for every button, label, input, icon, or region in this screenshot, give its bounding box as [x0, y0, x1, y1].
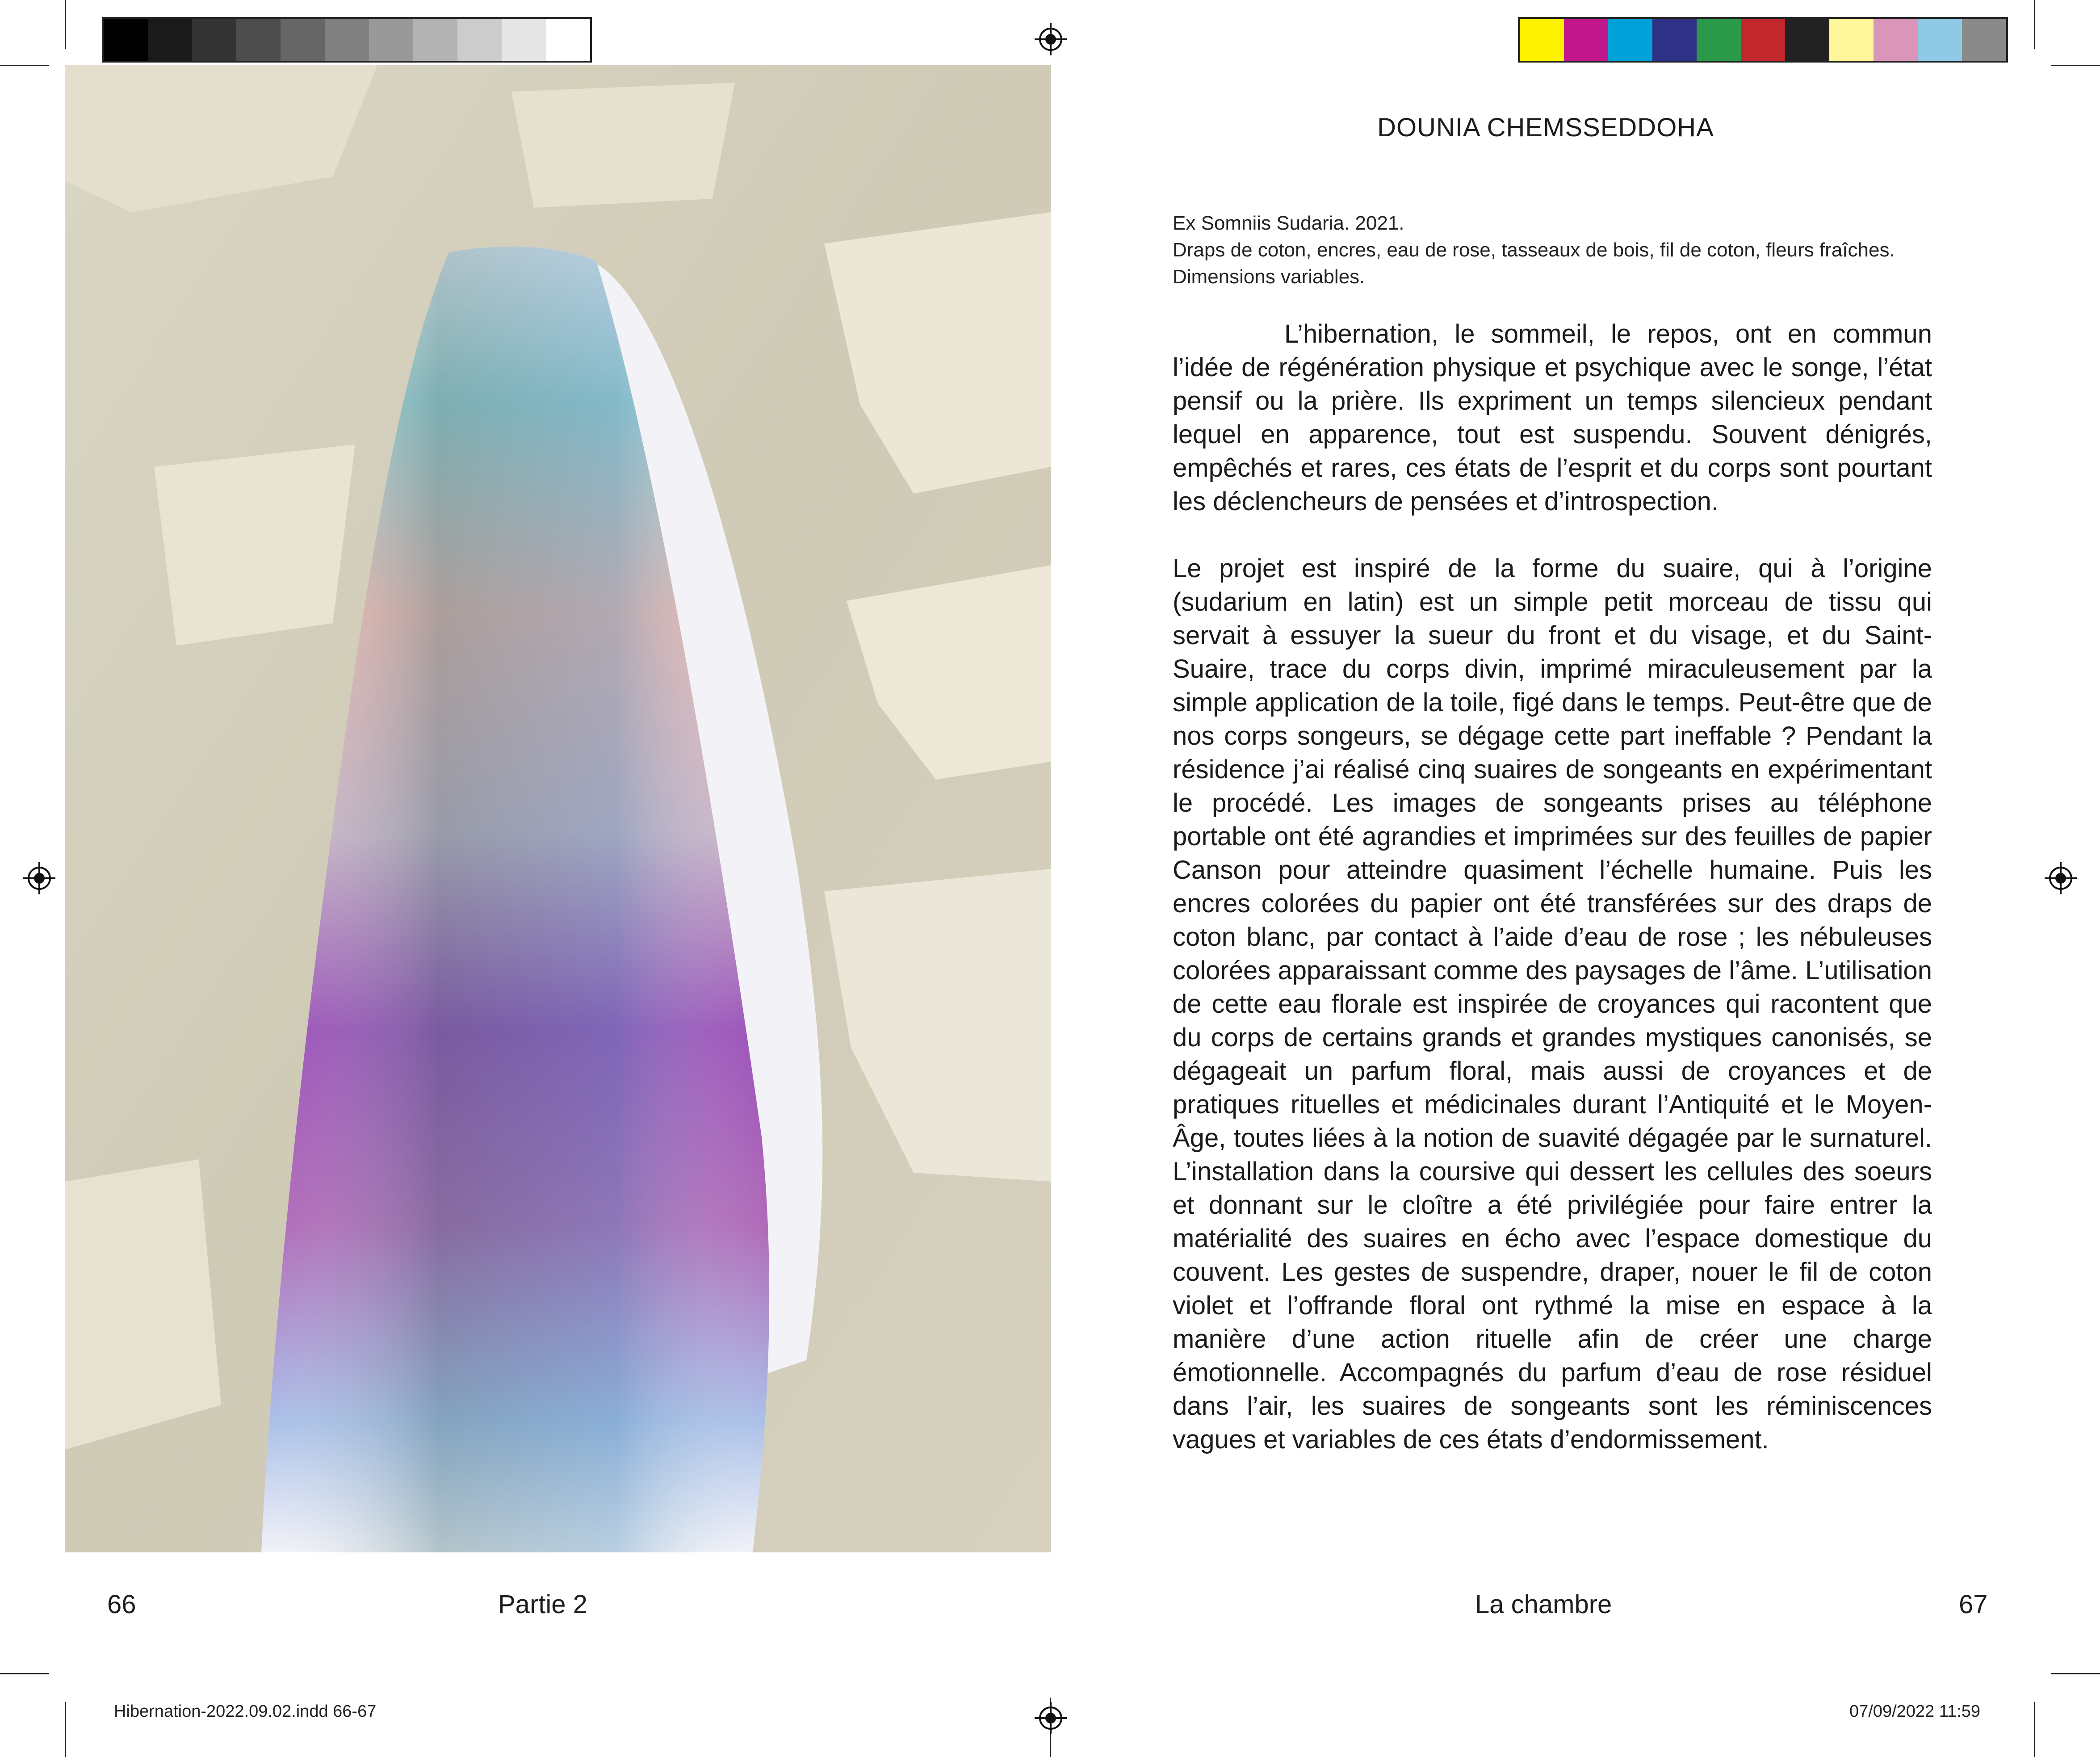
- crop-mark: [65, 0, 66, 49]
- color-control-bar: [1518, 17, 2008, 63]
- color-swatch: [1608, 19, 1652, 61]
- section-label-left: Partie 2: [498, 1590, 587, 1619]
- section-label-right: La chambre: [1475, 1590, 1612, 1619]
- caption-title: Ex Somniis Sudaria. 2021.: [1173, 212, 1404, 234]
- grey-swatch: [546, 19, 590, 61]
- page-number-right: 67: [1959, 1590, 1988, 1619]
- crop-mark: [2034, 1702, 2035, 1757]
- color-swatch: [1520, 19, 1564, 61]
- paragraph: L’hibernation, le sommeil, le repos, ont en commun l’idée de régénération physique et psychique avec le songe, l’état pensif ou la prière. Ils expriment un temps silencieux pendant lequel en apparence, tout est suspendu. Souvent dénigrés, empêchés et rares, ces états de l’esprit et du corps sont pourtant les déclencheurs de pensées et d’introspection.: [1173, 319, 1932, 516]
- color-swatch: [1785, 19, 1829, 61]
- grey-swatch: [281, 19, 325, 61]
- draped-cloth-photo: [65, 65, 1051, 1552]
- crop-mark: [2034, 0, 2035, 49]
- color-swatch: [1829, 19, 1874, 61]
- registration-mark-icon: [2045, 862, 2077, 894]
- artwork-caption: [1173, 210, 1932, 290]
- slug-filename: Hibernation-2022.09.02.indd 66-67: [114, 1702, 377, 1721]
- grey-swatch: [104, 19, 148, 61]
- color-swatch: [1652, 19, 1697, 61]
- crop-mark: [2051, 65, 2100, 66]
- color-swatch: [1918, 19, 1962, 61]
- grey-scale-bar: [102, 17, 592, 63]
- crop-mark: [0, 1673, 49, 1674]
- registration-mark-icon: [23, 862, 55, 894]
- grey-swatch: [192, 19, 236, 61]
- crop-mark: [2051, 1673, 2100, 1674]
- grey-swatch: [369, 19, 413, 61]
- color-swatch: [1564, 19, 1608, 61]
- registration-mark-icon: [1035, 23, 1067, 55]
- grey-swatch: [148, 19, 192, 61]
- author-name: DOUNIA CHEMSSEDDOHA: [1377, 113, 1714, 142]
- color-swatch: [1874, 19, 1918, 61]
- body-text: [1173, 317, 1932, 1456]
- grey-swatch: [413, 19, 457, 61]
- grey-swatch: [457, 19, 502, 61]
- slug-datetime: 07/09/2022 11:59: [1849, 1702, 1981, 1721]
- grey-swatch: [236, 19, 281, 61]
- color-swatch: [1697, 19, 1741, 61]
- page-number-left: 66: [107, 1590, 136, 1619]
- crop-mark: [65, 1702, 66, 1757]
- crop-mark: [0, 65, 49, 66]
- color-swatch: [1962, 19, 2006, 61]
- caption-materials: Draps de coton, encres, eau de rose, tasseaux de bois, fil de coton, fleurs fraîches. Dimensions variables.: [1173, 239, 1895, 288]
- paragraph: Le projet est inspiré de la forme du suaire, qui à l’origine (sudarium en latin) est un simple petit morceau de tissu qui servait à essuyer la sueur du front et du visage, et du Saint-Suaire, trace du corps divin, imprimé miraculeusement par la simple application de la toile, figé dans le temps. Peut-être que de nos corps songeurs, se dégage cette part ineffable ? Pendant la résidence j’ai réalisé cinq suaires de songeants en expérimentant le procédé. Les images de songeants prises au téléphone portable ont été agrandies et imprimées sur des feuilles de papier Canson pour atteindre quasiment l’échelle humaine. Puis les encres colorées du papier ont été transférées sur des draps de coton blanc, par contact à l’aide d’eau de rose ; les nébuleuses colorées apparaissant comme des paysages de l’âme. L’utilisation de cette eau florale est inspirée de croyances qui racontent que du corps de certains grands et grandes mystiques canonisés, se dégageait un parfum floral, mais aussi de croyances et de pratiques rituelles et médicinales durant l’Antiquité et le Moyen-Âge, toutes liées à la notion de suavité dégagée par le surnaturel. L’installation dans la coursive qui dessert les cellules des soeurs et donnant sur le cloître a été privilégiée pour faire entrer la matérialité des suaires en écho avec l’espace domestique du couvent. Les gestes de suspendre, draper, nouer le fil de coton violet et l’offrande floral ont rythmé la mise en espace à la manière d’une action rituelle afin de créer une charge émotionnelle. Accompagnés du parfum d’eau de rose résiduel dans l’air, les suaires de songeants sont les réminiscences vagues et variables de ces états d’endormissement.: [1173, 554, 1932, 1454]
- color-swatch: [1741, 19, 1785, 61]
- grey-swatch: [502, 19, 546, 61]
- registration-mark-icon: [1035, 1702, 1067, 1734]
- grey-swatch: [325, 19, 369, 61]
